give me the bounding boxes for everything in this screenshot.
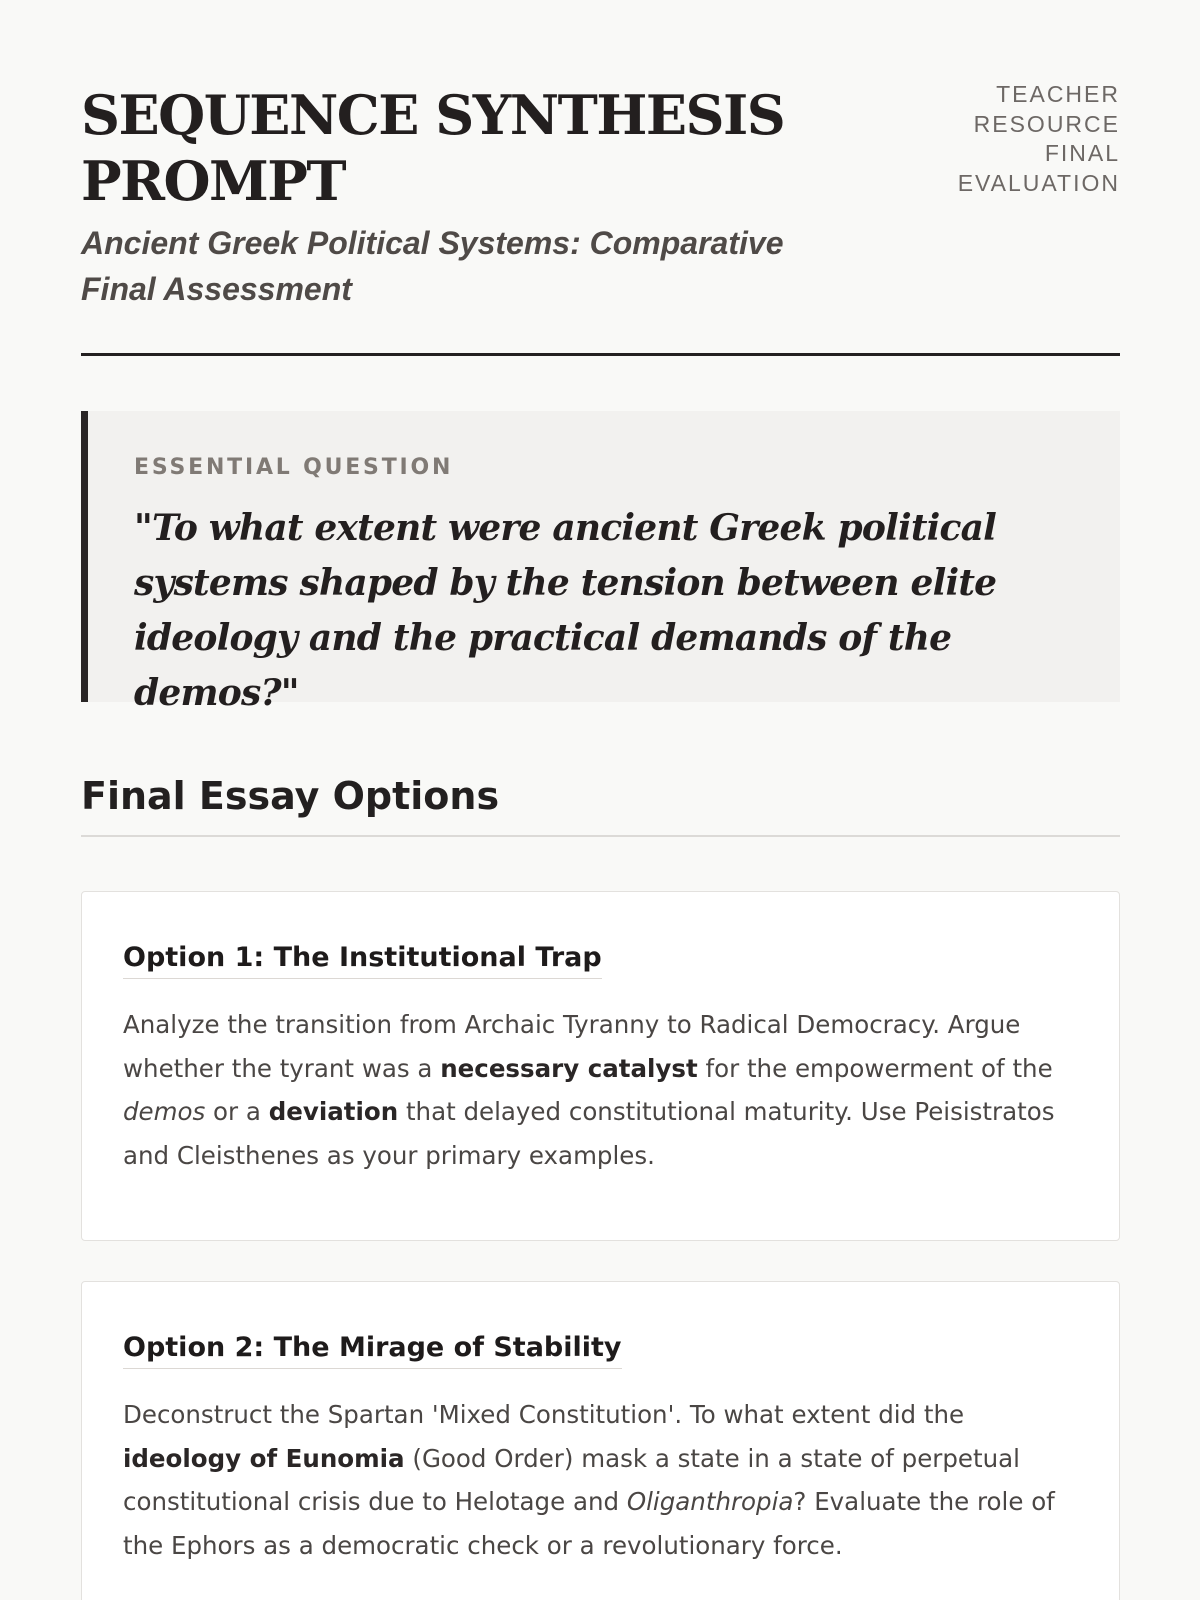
option-title-2: Option 2: The Mirage of Stability: [123, 1328, 622, 1369]
meta-line-teacher: TEACHER: [996, 81, 1120, 107]
meta-line-final: FINAL: [1044, 140, 1120, 166]
section-heading: Final Essay Options: [81, 774, 500, 818]
option-2-text-3: ? Evaluate the role of the Ephors as a democratic check or a revolutionary force.: [123, 1487, 1055, 1560]
option-1-bold-2: deviation: [268, 1097, 399, 1126]
option-2-text-2: (Good Order) mask a state in a state of perpetual constitutional crisis due to Helotage and: [123, 1443, 1020, 1516]
page-subtitle: Ancient Greek Political Systems: Comparative Final Assessment: [81, 225, 784, 307]
meta-line-evaluation: EVALUATION: [957, 169, 1120, 196]
essential-question-text: "To what extent were ancient Greek political systems shaped by the tension between elite ideology and the practical demands of the demos?": [134, 507, 997, 714]
essential-question-label: ESSENTIAL QUESTION: [134, 455, 454, 480]
meta-line-resource: RESOURCE: [973, 110, 1120, 137]
option-2-text-1: Deconstruct the Spartan 'Mixed Constitution'. To what extent did the: [123, 1400, 965, 1429]
page: [81, 0, 1120, 1600]
page-title: SEQUENCE SYNTHESIS PROMPT: [81, 83, 785, 213]
option-body-1: [123, 1003, 1073, 1177]
section-divider: [81, 835, 1120, 837]
essay-option-card-2: [81, 1281, 1120, 1600]
option-1-italic-1: demos: [123, 1097, 206, 1126]
option-1-text-1: Analyze the transition from Archaic Tyranny to Radical Democracy. Argue whether the tyrant was a: [123, 1010, 1021, 1083]
option-2-italic-1: Oliganthropia: [626, 1487, 794, 1516]
option-1-text-3: or a: [205, 1097, 269, 1126]
essay-option-card-1: [81, 891, 1120, 1241]
essential-question-box: [81, 411, 1120, 714]
option-2-bold-1: ideology of Eunomia: [123, 1443, 405, 1473]
header-divider: [81, 353, 1120, 356]
option-1-bold-1: necessary catalyst: [440, 1053, 698, 1083]
option-1-text-2: for the empowerment of the: [697, 1053, 1053, 1083]
option-title-1: Option 1: The Institutional Trap: [123, 938, 602, 979]
resource-meta: [900, 80, 1120, 198]
option-1-text-4: that delayed constitutional maturity. Use Peisistratos and Cleisthenes as your primary examples.: [123, 1097, 1055, 1170]
option-body-2: [123, 1393, 1073, 1567]
